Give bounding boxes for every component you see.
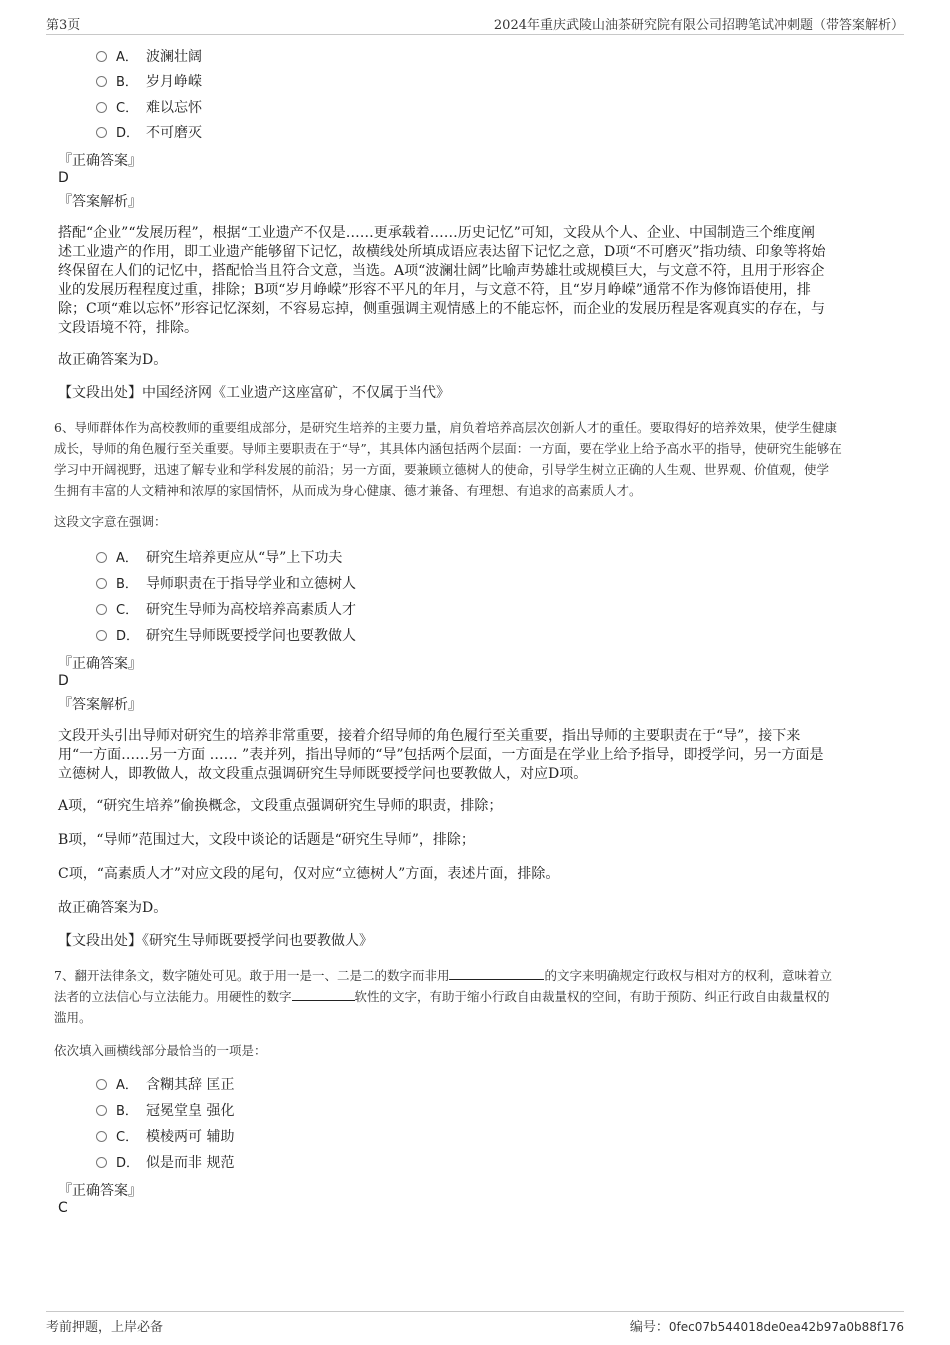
radio-icon[interactable] [96,76,107,87]
q7-option-c[interactable]: C． 模棱两可 辅助 [96,1126,234,1148]
q5-source: 【文段出处】中国经济网《工业遗产这座富矿，不仅属于当代》 [58,385,450,401]
q5-conclusion: 故正确答案为D。 [58,352,168,368]
q6-option-b[interactable]: B． 导师职责在于指导学业和立德树人 [96,573,356,595]
q5-analysis: 搭配“企业”“发展历程”，根据“工业遗产不仅是……更承载着……历史记忆”可知，文段从个人、企业、中国制造三个维度阐 述工业遗产的作用，即工业遗产能够留下记忆，故横线处所填成语应表达留下记忆之意，D项“不可磨灭”指功绩、印象等将始 终保留在人们的记忆中，搭配恰当且符合文意，当选。A项“波澜壮阔”比喻声势雄壮或规模巨大，与文意不符，且用于形容企 业的发展历程程度过重，排除；B项“岁月峥嵘”形容不平凡的年月，与文意不符，且“岁月峥嵘”通常不作为修饰语使用，排 除；C项“难以忘怀”形容记忆深刻，不容易忘掉，侧重强调主观情感上的不能忘怀，而企业的发展历程是客观真实的存在，与 文段语境不符，排除。 [58,225,826,336]
fill-blank-2[interactable] [292,988,355,1001]
radio-icon[interactable] [96,604,107,615]
q6-option-c[interactable]: C． 研究生导师为高校培养高素质人才 [96,599,356,621]
q5-option-a[interactable]: A． 波澜壮阔 [96,46,202,68]
q6-note-a: A项，“研究生培养”偷换概念，文段重点强调研究生导师的职责，排除； [58,798,503,814]
q5-option-b[interactable]: B． 岁月峥嵘 [96,71,202,93]
radio-icon[interactable] [96,1079,107,1090]
q7-option-b[interactable]: B． 冠冕堂皇 强化 [96,1100,234,1122]
q6-stem: 6、导师群体作为高校教师的重要组成部分，是研究生培养的主要力量，肩负着培养高层次创新人才的重任。要取得好的培养效果，使学生健康 成长，导师的角色履行至关重要。导师主要职责在于“导”，其具体内涵包括两个层面：一方面，要在学业上给予高水平的指导，使研究生能够在 学习中开阔视野，迅速了解专业和学科发展的前沿；另一方面，要兼顾立德树人的使命，引导学生树立正确的人生观、世界观、价值观，使学 生拥有丰富的人文精神和浓厚的家国情怀，从而成为身心健康、德才兼备、有理想、有追求的高素质人才。 [54,420,842,498]
page-header [46,12,904,35]
q5-option-c[interactable]: C． 难以忘怀 [96,97,202,119]
q6-option-d[interactable]: D． 研究生导师既要授学问也要教做人 [96,625,356,647]
document-title: 2024年重庆武陵山油茶研究院有限公司招聘笔试冲刺题（带答案解析） [493,18,904,33]
q6-source: 【文段出处】《研究生导师既要授学问也要教做人》 [58,933,373,949]
radio-icon[interactable] [96,578,107,589]
q5-answer-label: 『正确答案』 [58,153,142,169]
q6-analysis-label: 『答案解析』 [58,697,142,713]
page-footer [46,1311,904,1336]
radio-icon[interactable] [96,127,107,138]
q6-answer: D [58,673,69,689]
footer-slogan: 考前押题，上岸必备 [46,1320,164,1335]
q6-option-a[interactable]: A． 研究生培养更应从“导”上下功夫 [96,547,342,569]
q5-option-d[interactable]: D． 不可磨灭 [96,122,202,144]
q7-option-d[interactable]: D． 似是而非 规范 [96,1152,234,1174]
q7-stem: 7、翻开法律条文，数字随处可见。敢于用一是一、二是二的数字而非用 的文字来明确规定行政权与相对方的权利，意味着立 法者的立法信心与立法能力。用硬性的数字 软性的文字，有助于缩小行政自由裁量权的空间，有助于预防、纠正行政自由裁量权的 滥用。 [54,968,832,1025]
fill-blank-1[interactable] [449,967,544,980]
radio-icon[interactable] [96,1157,107,1168]
radio-icon[interactable] [96,1131,107,1142]
q6-note-c: C项，“高素质人才”对应文段的尾句，仅对应“立德树人”方面，表述片面，排除。 [58,866,560,882]
radio-icon[interactable] [96,102,107,113]
q5-answer: D [58,170,69,186]
q7-answer-label: 『正确答案』 [58,1183,142,1199]
q7-answer: C [58,1200,68,1216]
page-number: 第3页 [46,18,81,33]
q5-analysis-label: 『答案解析』 [58,194,142,210]
radio-icon[interactable] [96,552,107,563]
q7-prompt: 依次填入画横线部分最恰当的一项是： [54,1043,267,1058]
q6-conclusion: 故正确答案为D。 [58,900,168,916]
q6-answer-label: 『正确答案』 [58,656,142,672]
radio-icon[interactable] [96,51,107,62]
radio-icon[interactable] [96,1105,107,1116]
q6-analysis: 文段开头引出导师对研究生的培养非常重要，接着介绍导师的角色履行至关重要，指出导师的主要职责在于“导”，接下来 用“一方面……另一方面 …… ”表并列，指出导师的“导”包括两个层面，一方面是在学业上给予指导，即授学问，另一方面是 立德树人，即教做人，故文段重点强调研究生导师既要授学问也要教做人，对应D项。 [58,728,824,782]
q6-prompt: 这段文字意在强调： [54,514,167,529]
q7-option-a[interactable]: A． 含糊其辞 匡正 [96,1074,234,1096]
radio-icon[interactable] [96,630,107,641]
document-code: 编号：0fec07b544018de0ea42b97a0b88f176 [629,1320,904,1335]
q6-note-b: B项，“导师”范围过大，文段中谈论的话题是“研究生导师”，排除； [58,832,475,848]
